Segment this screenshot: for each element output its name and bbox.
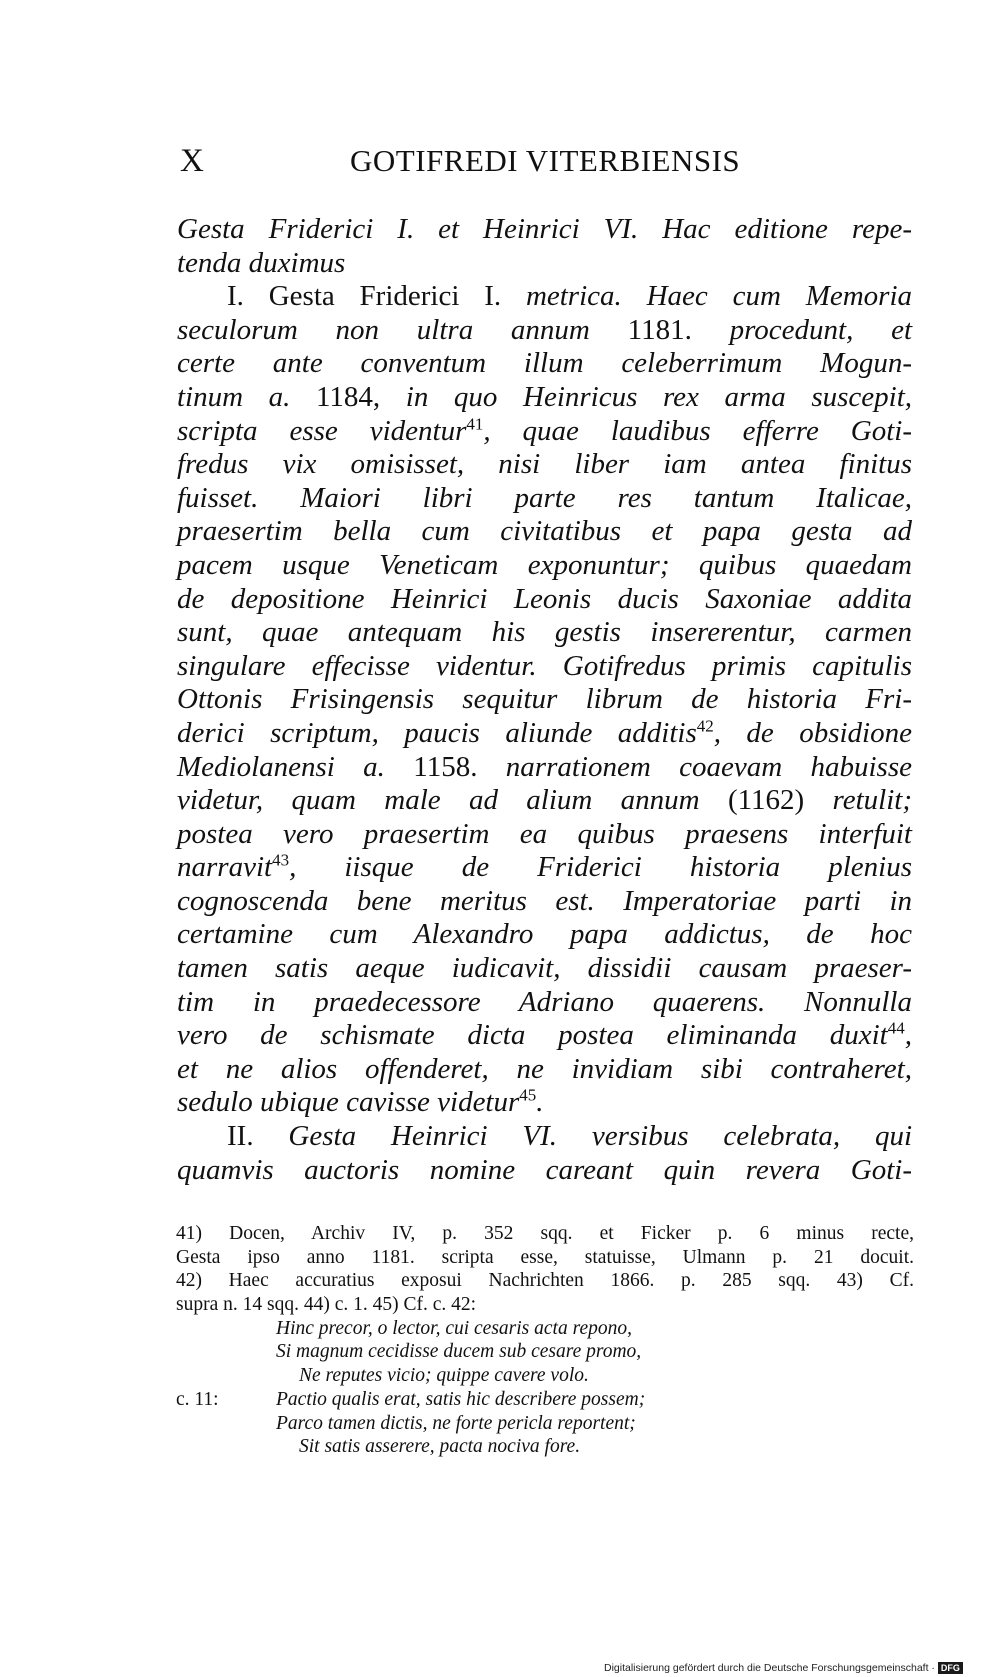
chapter-label: c. 11: [176, 1388, 219, 1410]
footnote-ref: 42 [696, 716, 714, 736]
footnotes [176, 1222, 914, 1459]
text-line: Gesta Friderici I. et Heinrici VI. Hac editione repe- [177, 213, 912, 245]
text-line: vero de schismate dicta postea eliminanda duxit$^{44}$, [177, 1018, 912, 1052]
running-header [180, 143, 750, 183]
text-line: sunt, quae antequam his gestis insererentur, carmen [177, 616, 912, 649]
text-line: fredus vix omisisset, nisi liber iam antea finitus [177, 448, 912, 481]
text-line: derici scriptum, paucis aliunde additis$^{42}$, de obsidione [177, 716, 912, 749]
footnote-line: supra n. 14 sqq. 44) c. 1. 45) Cf. c. 42: [176, 1294, 477, 1316]
text-line: tenda duximus [177, 246, 346, 279]
text-line: et ne alios offenderet, ne invidiam sibi contraheret, [177, 1052, 912, 1085]
verse-line: Si magnum cecidisse ducem sub cesare promo, [276, 1341, 642, 1363]
footnote-line: Gesta ipso anno 1181. scripta esse, statuisse, Ulmann p. 21 docuit. [176, 1246, 914, 1268]
text-line: fuisset. Maiori libri parte res tantum Italicae, [177, 481, 912, 514]
page-number: X [180, 143, 204, 179]
verse-line: Ne reputes vicio; quippe cavere volo. [299, 1365, 589, 1387]
text-line: cognoscenda bene meritus est. Imperatoriae parti in [177, 884, 912, 917]
text-line: narravit$^{43}$, iisque de Friderici historia plenius [177, 850, 912, 884]
footnote-ref: 41 [466, 413, 484, 433]
footnote-ref: 45 [519, 1085, 537, 1105]
dfg-logo: DFG [938, 1662, 963, 1674]
text-line: tamen satis aeque iudicavit, dissidii causam praeser- [177, 952, 912, 985]
text-line: scripta esse videntur$^{41}$, quae laudibus efferre Goti- [177, 413, 912, 447]
text-line: quamvis auctoris nomine careant quin revera Goti- [177, 1153, 912, 1186]
text-line: postea vero praesertim ea quibus praesens interfuit [177, 817, 912, 850]
text-line: singulare effecisse videntur. Gotifredus primis capitulis [177, 649, 912, 682]
running-title: GOTIFREDI VITERBIENSIS [350, 143, 741, 178]
text-line: certe ante conventum illum celeberrimum Mogun- [177, 347, 912, 380]
text-line: sedulo ubique cavisse videtur$^{45}$. [177, 1085, 544, 1119]
verse-line: c. 11: Pactio qualis erat, satis hic describere possem; [176, 1388, 646, 1410]
footnote-line: 42) Haec accuratius exposui Nachrichten 1866. p. 285 sqq. 43) Cf. [176, 1270, 914, 1292]
text-line: pacem usque Veneticam exponuntur; quibus quaedam [177, 548, 912, 581]
text-line: tinum a. 1184, in quo Heinricus rex arma suscepit, [177, 380, 913, 413]
footnote-ref: 44 [887, 1018, 905, 1038]
text-line: videtur, quam male ad alium annum (1162) retulit; [177, 784, 912, 817]
text-line: Ottonis Frisingensis sequitur librum de historia Fri- [177, 683, 912, 716]
text-line: de depositione Heinrici Leonis ducis Saxoniae addita [177, 582, 912, 615]
footnote-ref: 43 [272, 850, 290, 870]
text-line: seculorum non ultra annum 1181. procedunt, et [177, 313, 913, 346]
digitization-credit [604, 1661, 963, 1675]
text-line: Mediolanensi a. 1158. narrationem coaevam habuisse [177, 750, 912, 783]
text-line: certamine cum Alexandro papa addictus, de hoc [177, 918, 912, 951]
credit-text: Digitalisierung gefördert durch die Deutsche Forschungsgemeinschaft · [604, 1662, 935, 1674]
text-line: praesertim bella cum civitatibus et papa gesta ad [177, 515, 912, 548]
verse-line: Hinc precor, o lector, cui cesaris acta repono, [276, 1317, 632, 1339]
text-line: tim in praedecessore Adriano quaerens. Nonnulla [177, 985, 912, 1018]
footnote-line: 41) Docen, Archiv IV, p. 352 sqq. et Ficker p. 6 minus recte, [176, 1223, 914, 1244]
text-line: II. Gesta Heinrici VI. versibus celebrata, qui [227, 1120, 913, 1153]
verse-line: Sit satis asserere, pacta nociva fore. [299, 1436, 581, 1458]
main-text [177, 213, 912, 1187]
text-line: I. Gesta Friderici I. metrica. Haec cum Memoria [227, 280, 913, 313]
verse-line: Parco tamen dictis, ne forte pericla reportent; [276, 1412, 636, 1434]
